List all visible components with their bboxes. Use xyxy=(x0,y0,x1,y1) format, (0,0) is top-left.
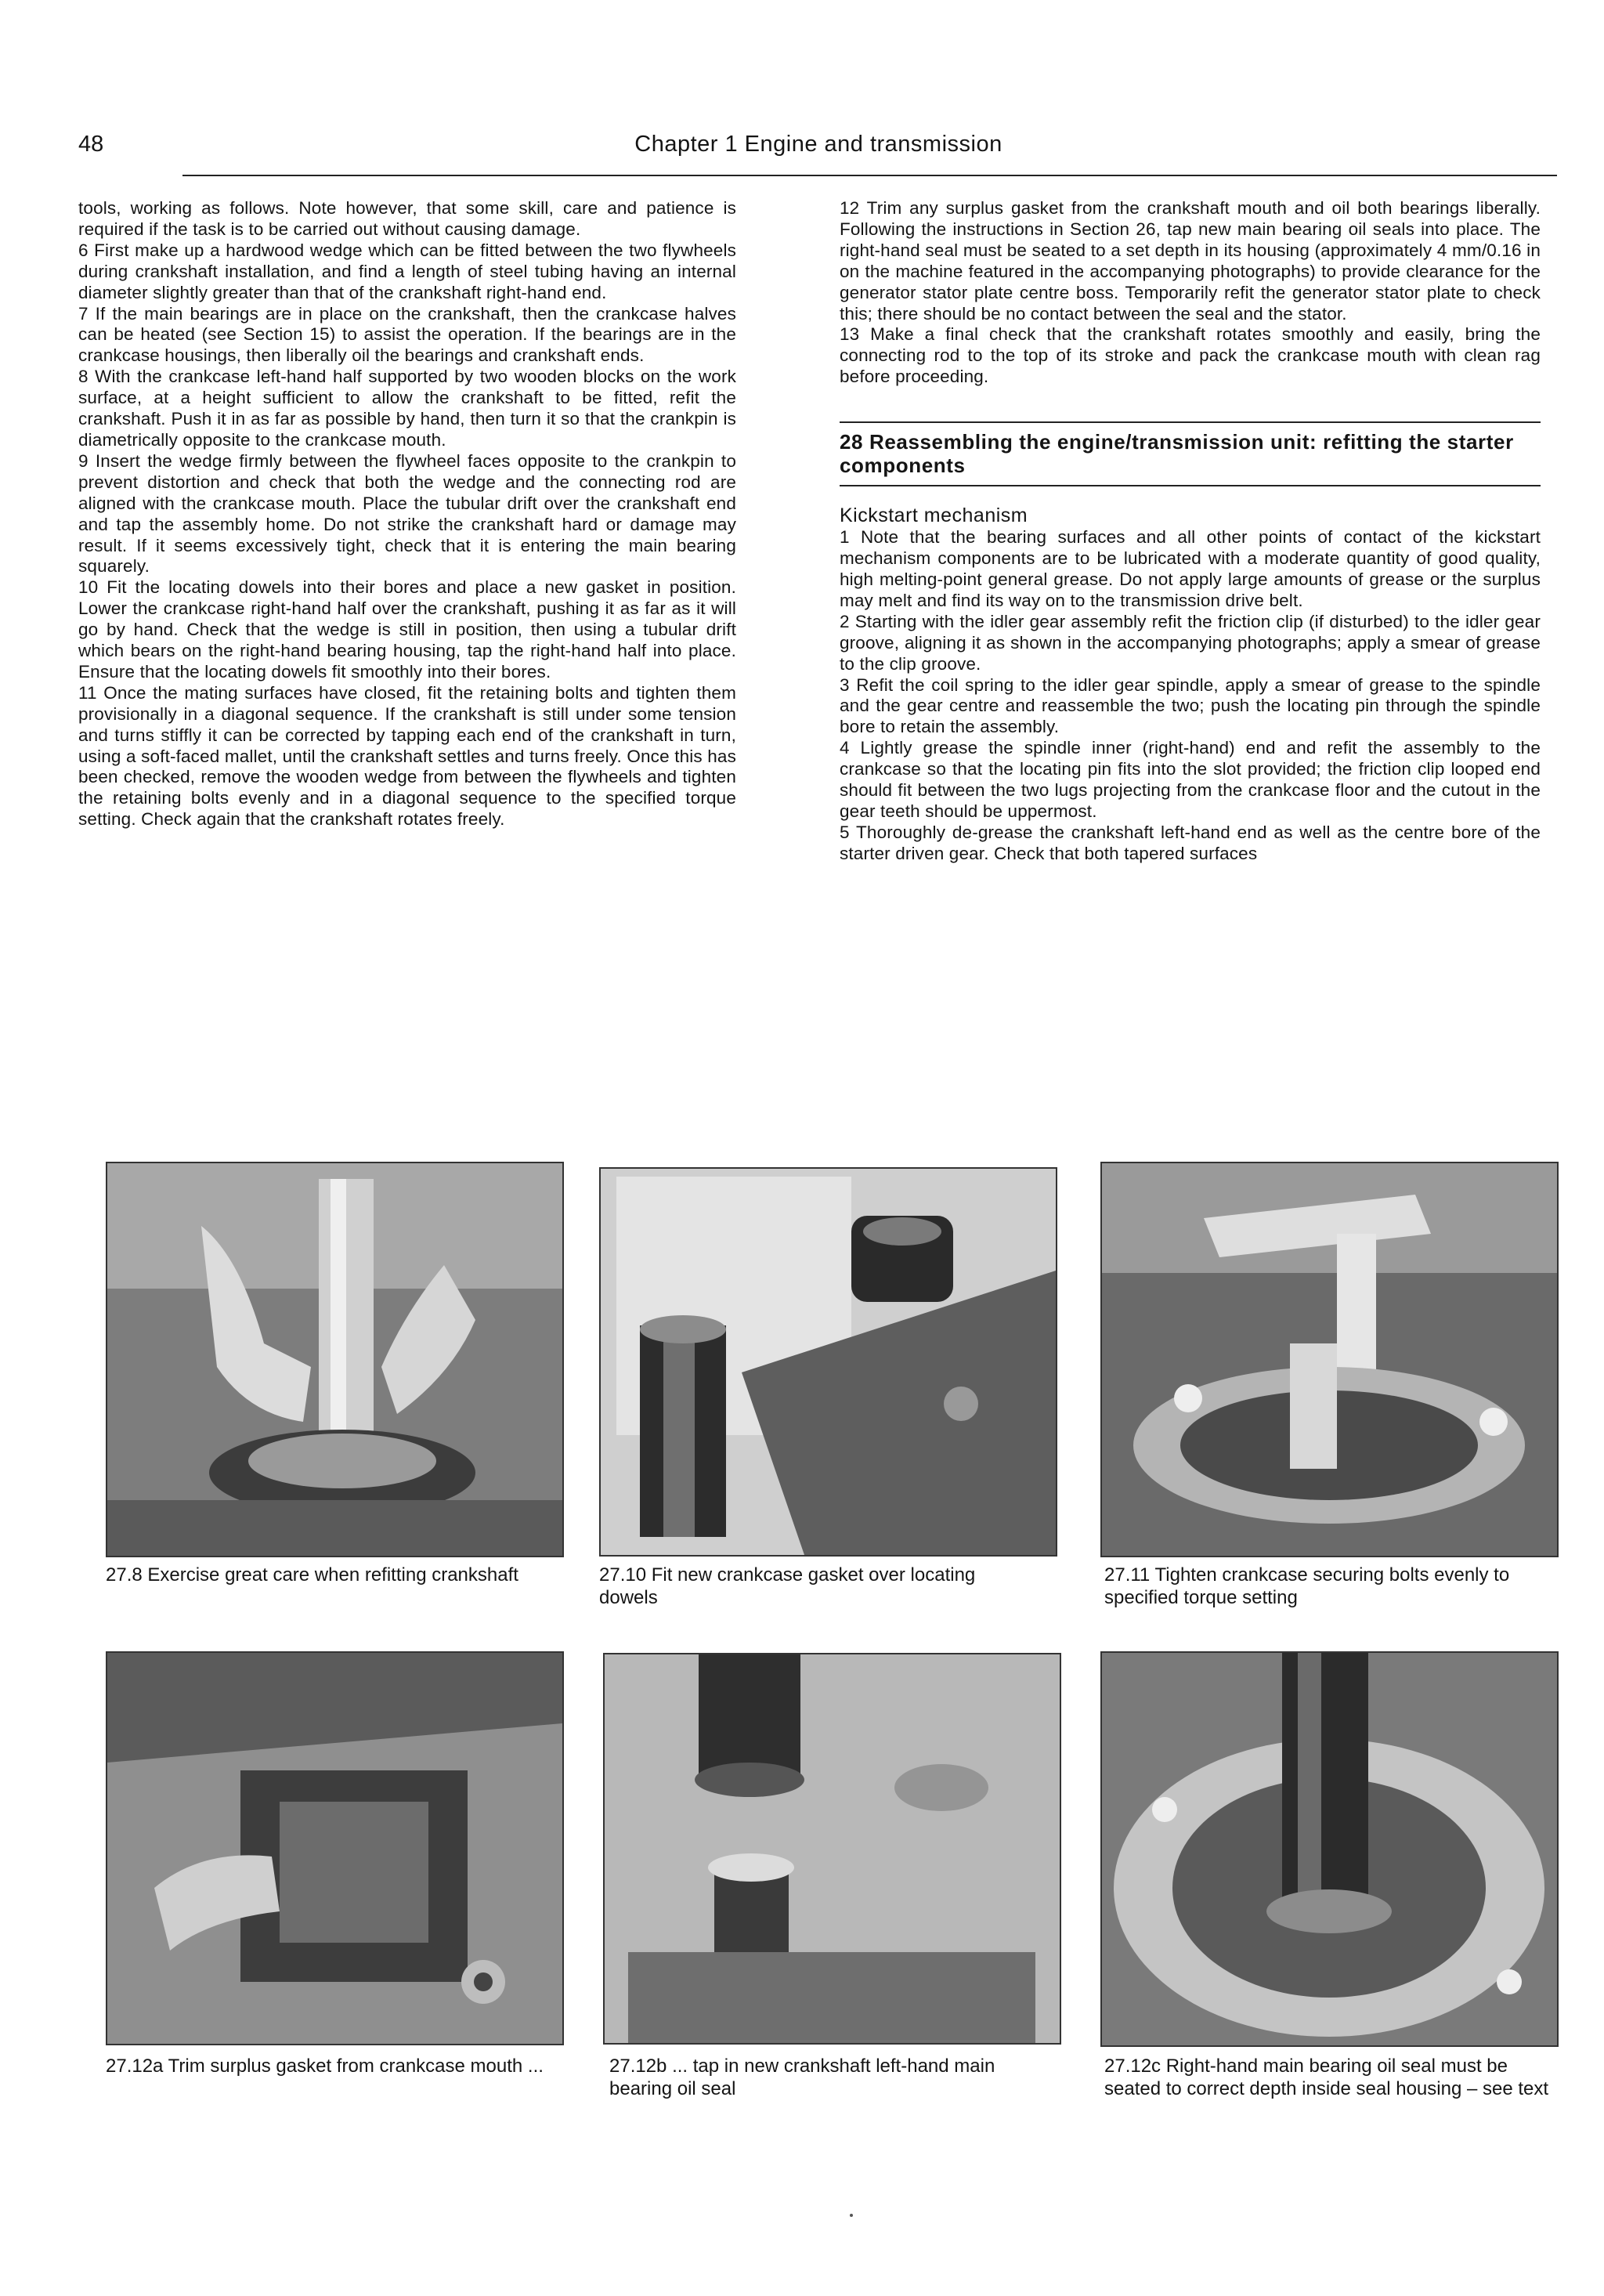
left-text-column xyxy=(78,198,736,830)
photo-trim-gasket xyxy=(106,1651,564,2045)
subheading: Kickstart mechanism xyxy=(840,504,1028,527)
paragraph: 5 Thoroughly de-grease the crankshaft left-hand end as well as the centre bore of the starter driven gear. Check that both tapered surfaces xyxy=(840,822,1541,863)
section-heading-box xyxy=(840,421,1541,486)
chapter-title: Chapter 1 Engine and transmission xyxy=(634,132,1002,157)
paragraph: 10 Fit the locating dowels into their bores and place a new gasket in position. Lower the crankcase right-hand half over the crankshaft, pushing it as far as it will go by hand. Check that the wedge is still in position, then using a tubular drift which bears on the right-hand bearing housing, tap the right-hand half into place. Ensure that the locating dowels fit smoothly into their bores. xyxy=(78,577,736,682)
paragraph: tools, working as follows. Note however, that some skill, care and patience is required if the task is to be carried out without causing damage. xyxy=(78,198,736,239)
paragraph: 7 If the main bearings are in place on the crankshaft, then the crankcase halves can be heated (see Section 15) to assist the operation. If the bearings are in the crankcase housings, then liberally oil the bearings and crankshaft ends. xyxy=(78,303,736,366)
right-text-column xyxy=(840,198,1541,865)
paragraph: 13 Make a final check that the crankshaft rotates smoothly and easily, bring the connecting rod to the top of its stroke and pack the crankcase mouth with clean rag before proceeding. xyxy=(840,324,1541,387)
photo-right-oil-seal xyxy=(1100,1651,1559,2047)
paragraph: 4 Lightly grease the spindle inner (right-hand) end and refit the assembly to the crankcase so that the locating pin fits into the slot provided; the friction clip looped end should fit between the two lugs projecting from the crankcase floor and the cutout in the gear teeth should be uppermost. xyxy=(840,738,1541,821)
photo-caption: 27.12c Right-hand main bearing oil seal must be seated to correct depth inside seal housing – see text xyxy=(1104,2056,1549,2099)
paragraph: 6 First make up a hardwood wedge which can be fitted between the two flywheels during crankshaft installation, and find a length of steel tubing having an internal diameter slightly greater than that of the crankshaft right-hand end. xyxy=(78,240,736,302)
photo-crankcase-bolts xyxy=(1100,1162,1559,1557)
paragraph: 8 With the crankcase left-hand half supported by two wooden blocks on the work surface, at a height sufficient to allow the crankshaft to be fitted, refit the crankshaft. Push it in as far as possible by hand, then turn it so that the crankpin is diametrically opposite to the crankcase mouth. xyxy=(78,367,736,450)
section-title: 28 Reassembling the engine/transmission unit: refitting the starter components xyxy=(840,430,1514,478)
photo-caption: 27.12a Trim surplus gasket from crankcase mouth ... xyxy=(106,2056,544,2077)
photo-caption: 27.8 Exercise great care when refitting crankshaft xyxy=(106,1564,518,1586)
photo-left-oil-seal xyxy=(603,1653,1061,2045)
paragraph: 11 Once the mating surfaces have closed, fit the retaining bolts and tighten them provisionally in a diagonal sequence. If the crankshaft is still under some tension and turns stiffly it can be corrected by tapping each end of the crankshaft in turn, using a soft-faced mallet, until the crankshaft settles and turns freely. Once this has been checked, remove the wooden wedge from between the flywheels and tighten the retaining bolts evenly and in a diagonal sequence to the specified torque setting. Check again that the crankshaft rotates freely. xyxy=(78,682,736,830)
page-number: 48 xyxy=(78,132,104,157)
paragraph: 1 Note that the bearing surfaces and all other points of contact of the kickstart mechanism components are to be lubricated with a moderate quantity of good quality, high melting-point general grease. Do not apply large amounts of grease or the surplus may melt and find its way on to the transmission drive belt. xyxy=(840,527,1541,610)
header-rule xyxy=(182,175,1557,176)
photo-crankcase-gasket xyxy=(599,1167,1057,1557)
photo-caption: 27.10 Fit new crankcase gasket over locating dowels xyxy=(599,1564,976,1608)
photo-caption: 27.11 Tighten crankcase securing bolts evenly to specified torque setting xyxy=(1104,1564,1510,1608)
paragraph: 2 Starting with the idler gear assembly refit the friction clip (if disturbed) to the idler gear groove, aligning it as shown in the accompanying photographs; apply a smear of grease to the clip groove. xyxy=(840,611,1541,674)
paragraph: 9 Insert the wedge firmly between the flywheel faces opposite to the crankpin to prevent distortion and check that both the wedge and the connecting rod are aligned with the crankcase mouth. Place the tubular drift over the crankshaft end and tap the assembly home. Do not strike the crankshaft hard or damage may result. If it seems excessively tight, check that it is entering the main bearing squarely. xyxy=(78,450,736,577)
paragraph: 3 Refit the coil spring to the idler gear spindle, apply a smear of grease to the spindle and the gear centre and reassemble the two; push the locating pin through the spindle bore to retain the assembly. xyxy=(840,674,1541,737)
paragraph: 12 Trim any surplus gasket from the crankshaft mouth and oil both bearings liberally. Following the instructions in Section 26, tap new main bearing oil seals into place. The right-hand seal must be seated to a set depth in its housing (approximately 4 mm/0.16 in on the machine featured in the accompanying photographs) to provide clearance for the generator stator plate centre boss. Temporarily refit the generator stator plate to check this; there should be no contact between the seal and the stator. xyxy=(840,198,1541,324)
photo-caption: 27.12b ... tap in new crankshaft left-hand main bearing oil seal xyxy=(609,2056,995,2099)
page-header xyxy=(78,132,1559,179)
page-speck xyxy=(850,2214,853,2217)
photo-crankshaft-refit xyxy=(106,1162,564,1557)
